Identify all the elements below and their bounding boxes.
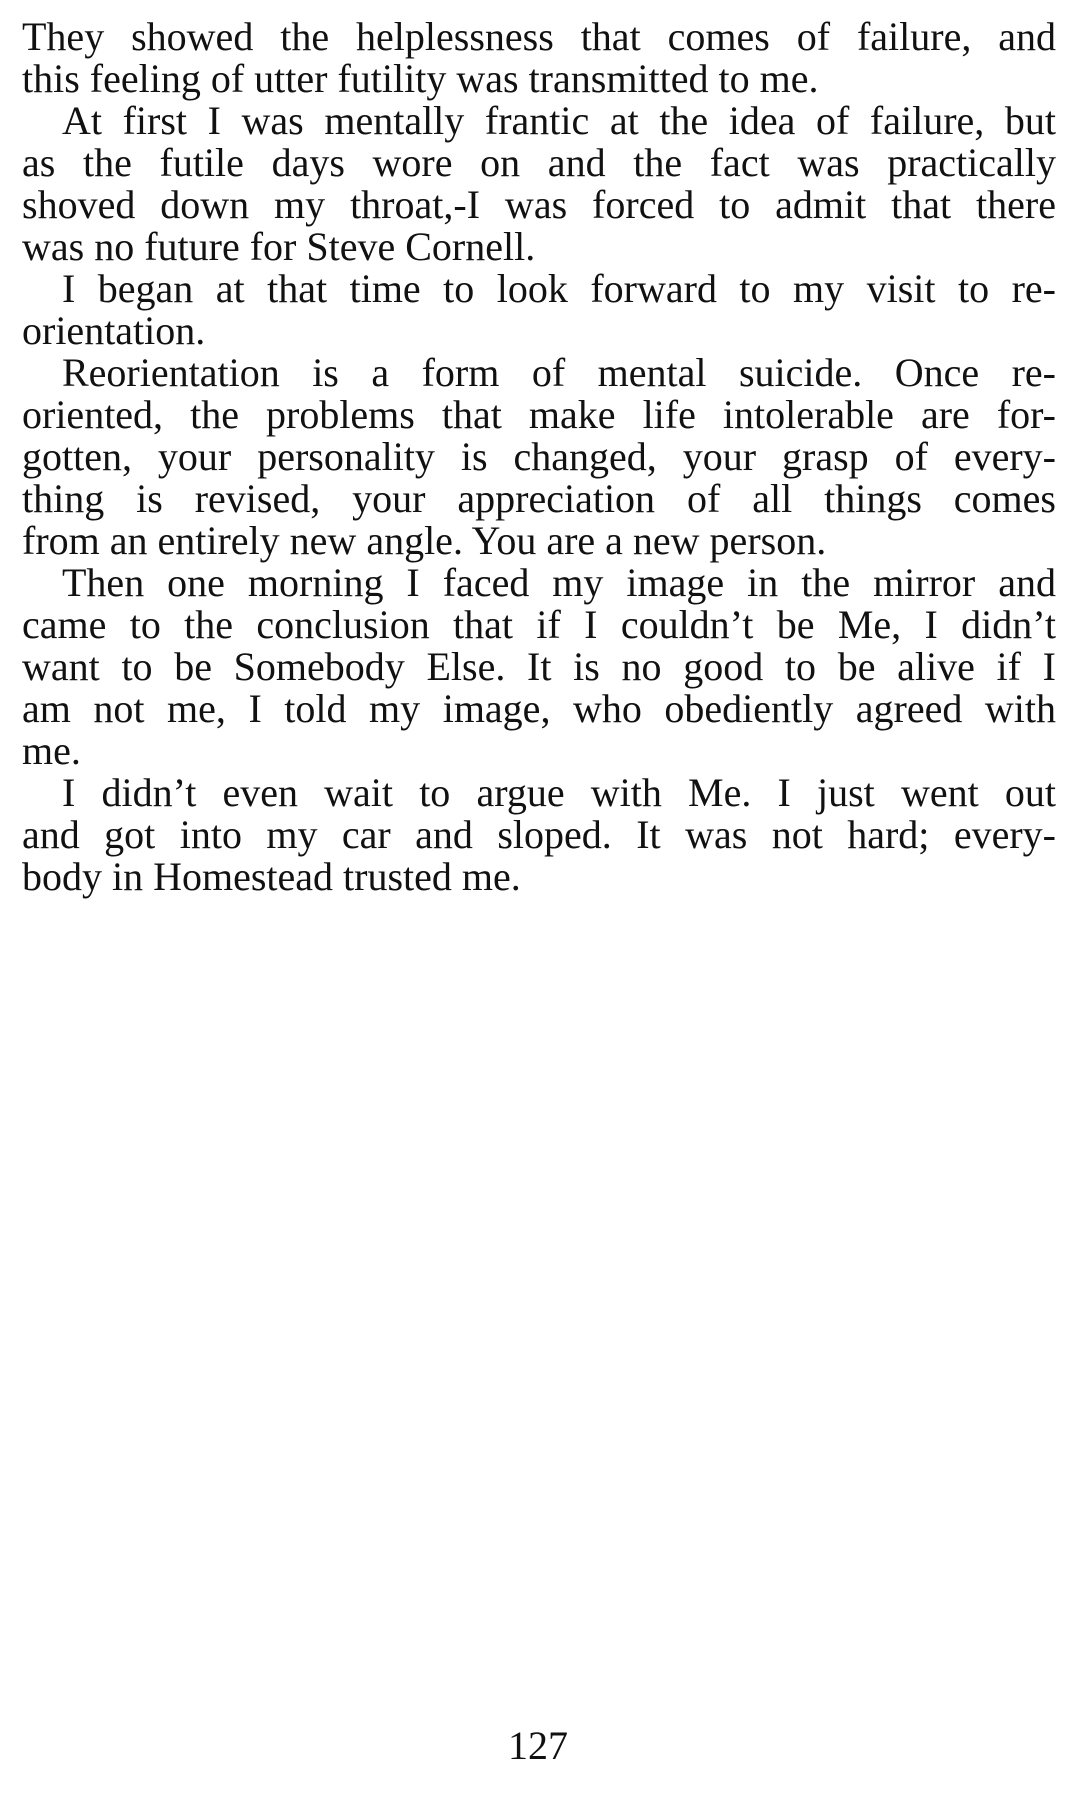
text-line: Then one morning I faced my image in the mirror and: [62, 560, 1056, 605]
text-line: At first I was mentally frantic at the idea of failure, but: [62, 98, 1056, 143]
text-line: thing is revised, your appreciation of all things comes: [22, 476, 1056, 521]
text-line: oriented, the problems that make life intolerable are for-: [22, 392, 1056, 437]
text-line: was no future for Steve Cornell.: [22, 224, 536, 269]
text-line: me.: [22, 728, 81, 773]
text-line: gotten, your personality is changed, your grasp of every-: [22, 434, 1056, 479]
text-line: want to be Somebody Else. It is no good to be alive if I: [22, 644, 1056, 689]
text-line: They showed the helplessness that comes of failure, and: [22, 14, 1056, 59]
text-line: as the futile days wore on and the fact was practically: [22, 140, 1056, 185]
page-number: 127: [508, 1723, 568, 1768]
text-line: this feeling of utter futility was transmitted to me.: [22, 56, 819, 101]
text-line: body in Homestead trusted me.: [22, 854, 521, 899]
text-line: came to the conclusion that if I couldn’t be Me, I didn’t: [22, 602, 1056, 647]
text-line: orientation.: [22, 308, 206, 353]
text-line: and got into my car and sloped. It was not hard; every-: [22, 812, 1056, 857]
text-line: am not me, I told my image, who obediently agreed with: [22, 686, 1056, 731]
text-line: from an entirely new angle. You are a new person.: [22, 518, 827, 563]
text-line: I began at that time to look forward to my visit to re-: [62, 266, 1056, 311]
text-line: shoved down my throat,-I was forced to admit that there: [22, 182, 1056, 227]
text-line: I didn’t even wait to argue with Me. I just went out: [62, 770, 1056, 815]
text-line: Reorientation is a form of mental suicide. Once re-: [62, 350, 1056, 395]
